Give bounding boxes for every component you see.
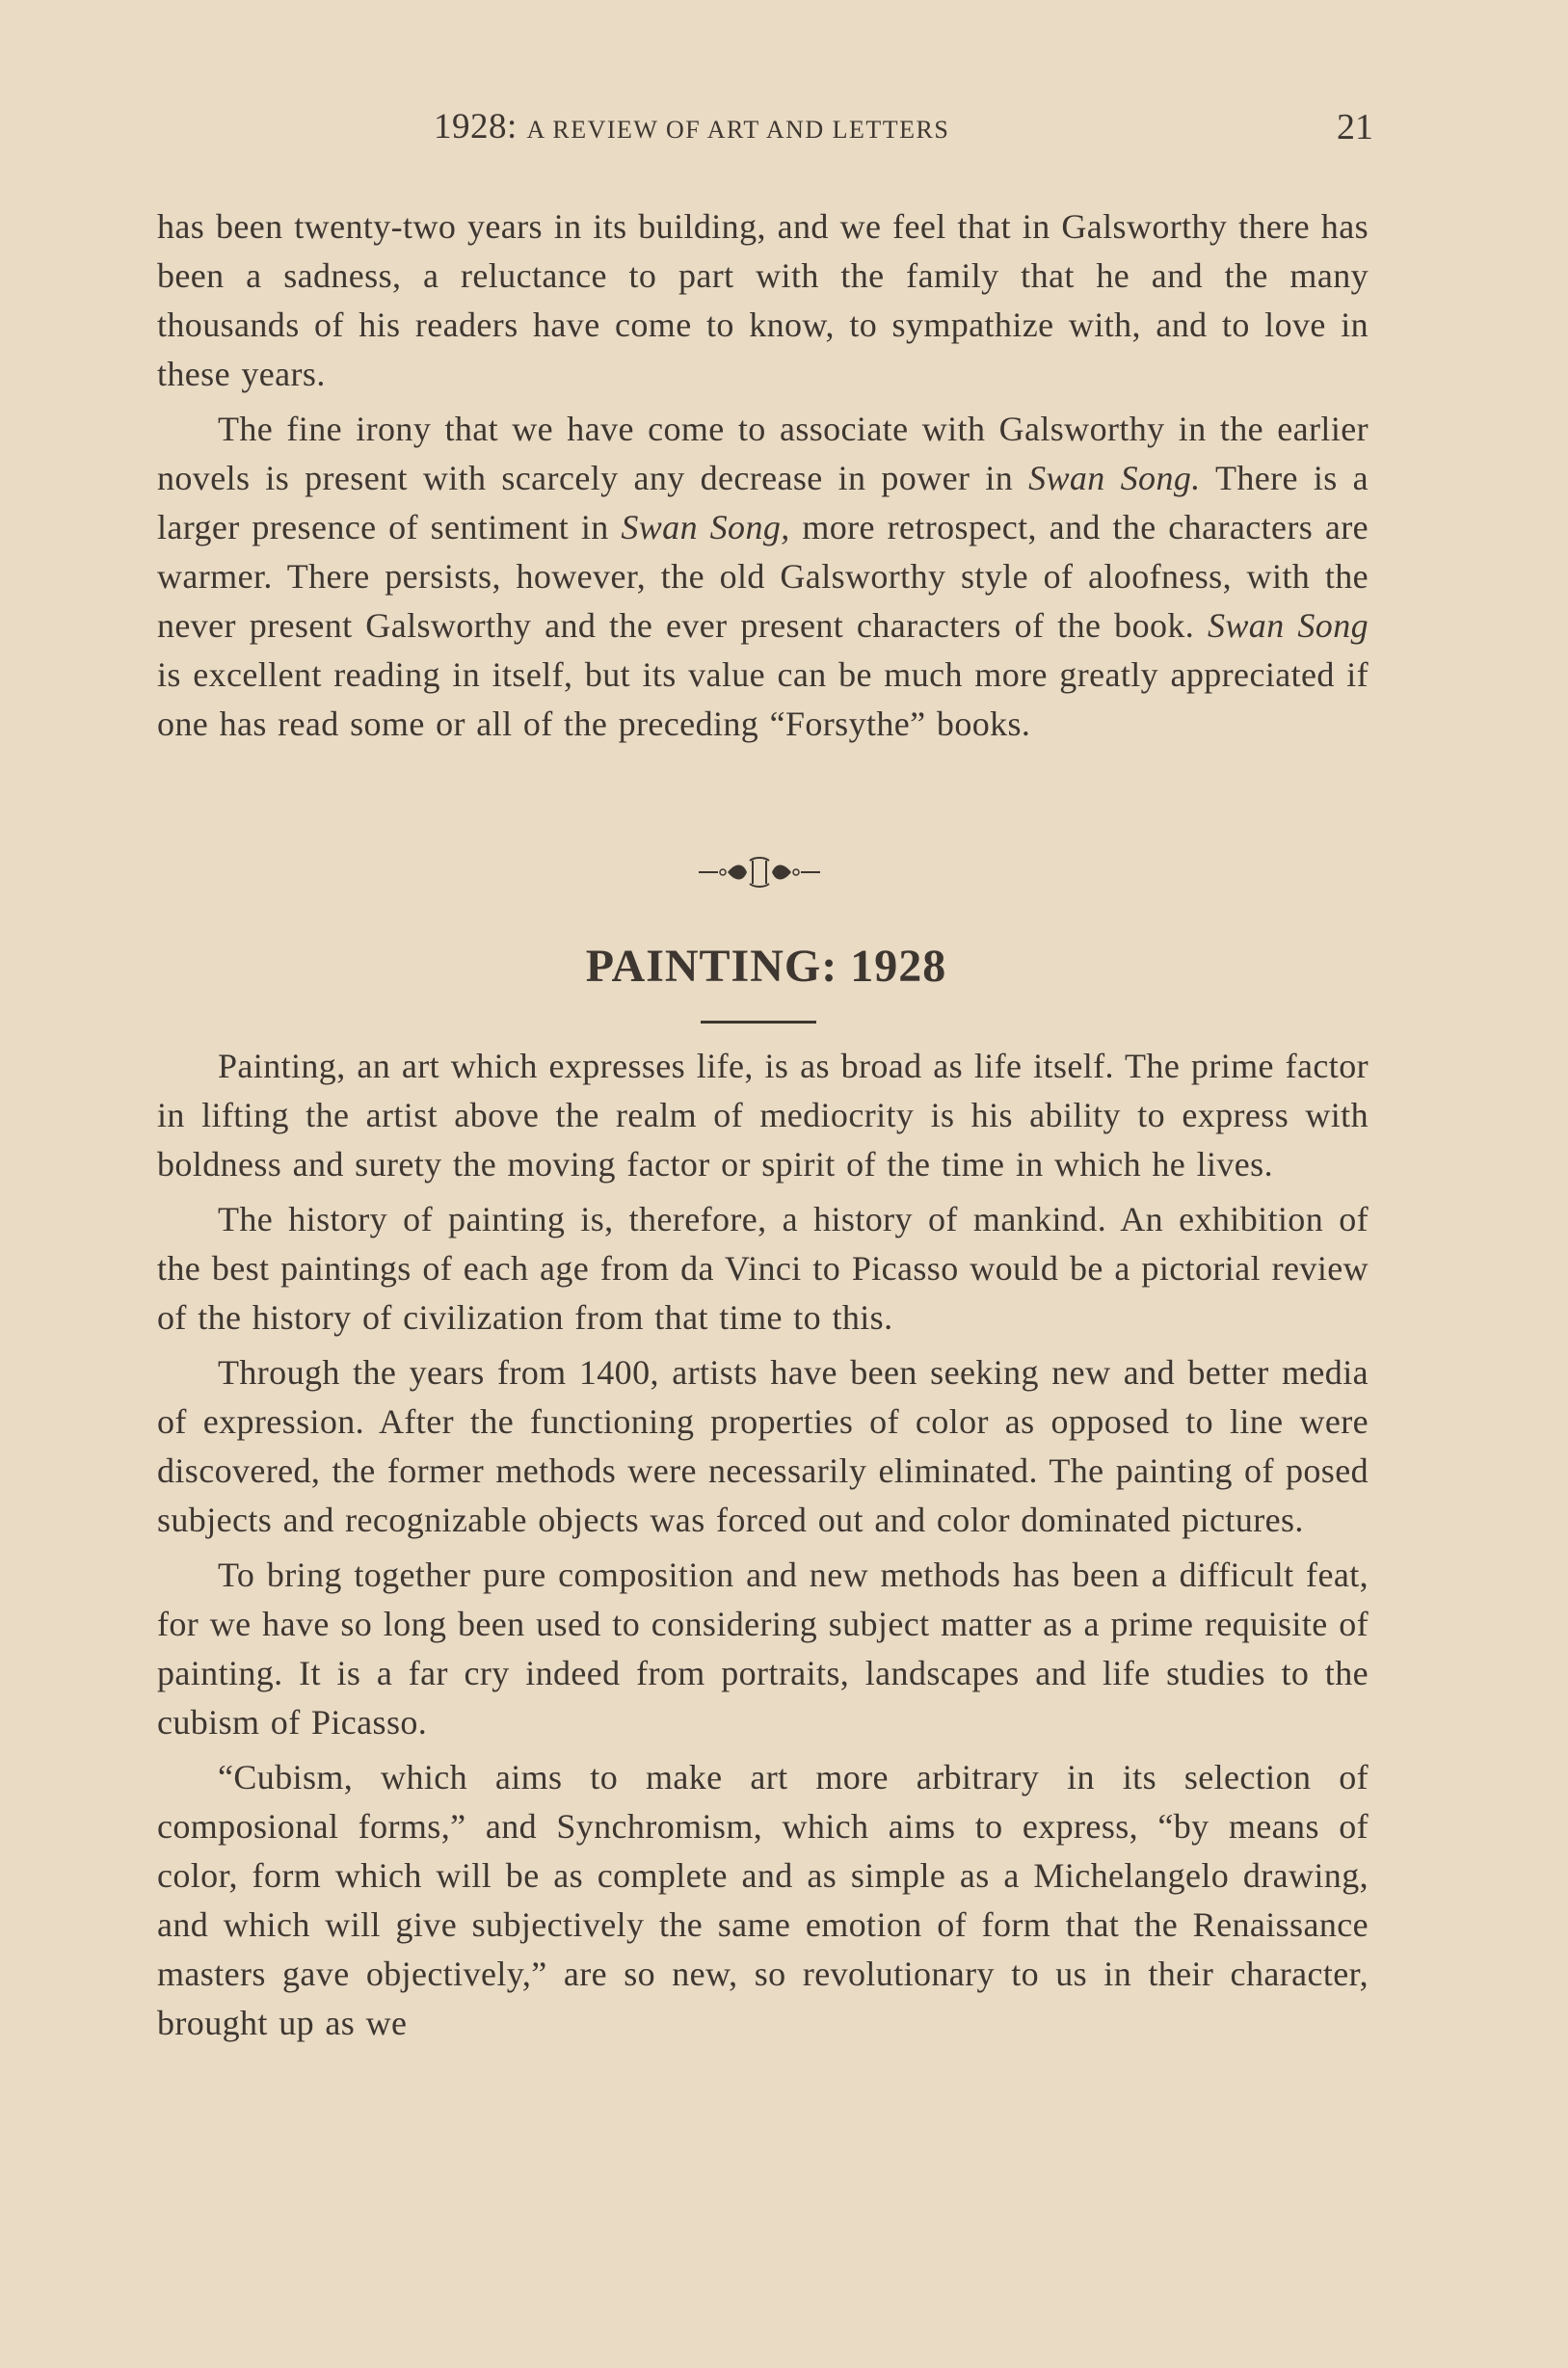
page-number: 21 [1337,107,1373,147]
header-subtitle: A REVIEW OF ART AND LETTERS [526,116,950,144]
book-title: Swan Song. [1028,459,1201,497]
fleuron-ornament-icon [697,853,822,891]
continuation-text [157,202,1369,755]
paragraph-text: There is a larger presence of sentiment in [157,459,1369,546]
paragraph [157,405,1369,749]
paragraph-text: is excellent reading in itself, but its value can be much more greatly appreciated if one has read some or all of the preceding “Forsythe” books. [157,655,1369,743]
section-body [157,1042,1369,2054]
paragraph: has been twenty-two years in its building, and we feel that in Galsworthy there has been a sadness, a reluctance to part with the family that he and the many thousands of his readers have come to know, to sympathize with, and to love in these years. [157,207,1369,393]
paragraph-text: more retrospect, and the characters are warmer. There persists, however, the old Galsworthy style of aloofness, with the never present Galsworthy and the ever present characters of the book. [157,508,1369,645]
paragraph: To bring together pure composition and new methods has been a difficult feat, for we have so long been used to considering subject matter as a prime requisite of painting. It is a far cry indeed from portraits, landscapes and life studies to the cubism of Picasso. [157,1556,1369,1742]
paragraph: Painting, an art which expresses life, is as broad as life itself. The prime factor in lifting the artist above the realm of mediocrity is his ability to express with boldness and surety the moving factor or spirit of the time in which he lives. [157,1047,1369,1184]
paragraph: “Cubism, which aims to make art more arbitrary in its selection of composional forms,” and Synchromism, which aims to express, “by means of color, form which will be as complete and as simple as a Michelangelo drawing, and which will give subjectively the same emotion of form that the Renaissance masters gave objectively,” are so new, so revolutionary to us in their character, brought up as we [157,1758,1369,2042]
paragraph: The history of painting is, therefore, a history of mankind. An exhibition of the best paintings of each age from da Vinci to Picasso would be a pictorial review of the history of civilization from that time to this. [157,1200,1369,1337]
book-title: Swan Song, [621,508,790,546]
section-title: PAINTING: 1928 [585,941,947,992]
header-separator: : [507,107,518,146]
title-underline [701,1021,816,1024]
running-title [434,106,949,147]
book-title: Swan Song [1207,606,1369,645]
running-header [159,106,1373,164]
paragraph: Through the years from 1400, artists have been seeking new and better media of expression. After the functioning properties of color as opposed to line were discovered, the former methods were necessarily eliminated. The painting of posed subjects and recognizable objects was forced out and color dominated pictures. [157,1353,1369,1539]
header-year: 1928 [434,107,507,146]
paragraph-text: The fine irony that we have come to associate with Galsworthy in the earlier novels is present with scarcely any decrease in power in [157,410,1369,497]
